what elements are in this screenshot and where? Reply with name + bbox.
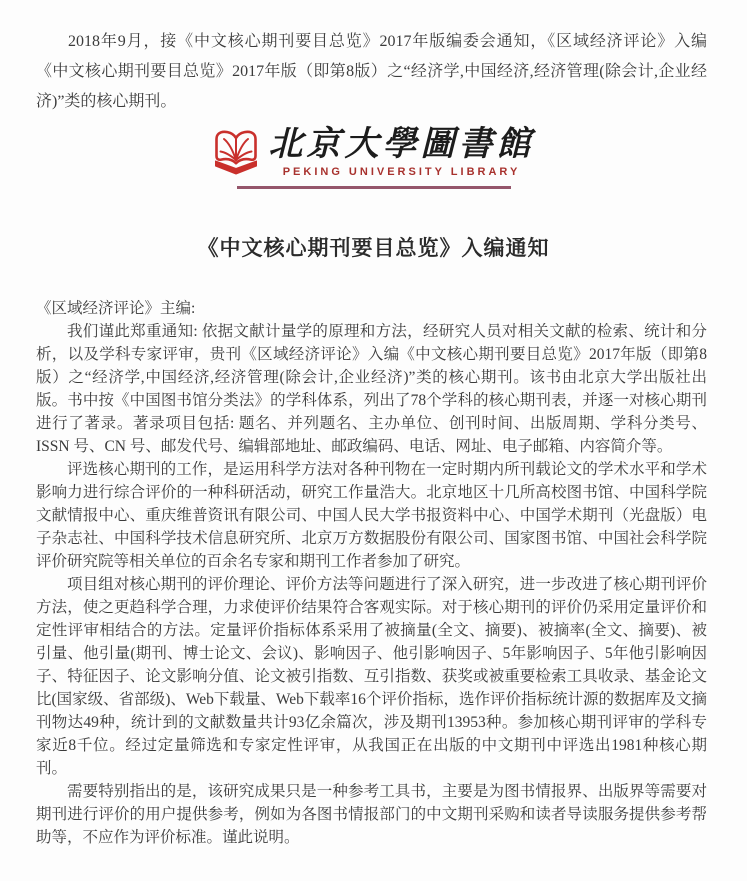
logo-divider-line: [237, 186, 511, 189]
notice-title: 《中文核心期刊要目总览》入编通知: [197, 236, 550, 260]
notice-paragraph-4: 需要特别指出的是，该研究成果只是一种参考工具书，主要是为图书情报界、出版界等需要对期刊进行评价的用户提供参考，例如为各图书情报部门的中文期刊采购和读者导读服务提供参考帮助等，不应作为评价标准。谨此说明。: [36, 783, 707, 846]
library-logo-text: [269, 125, 535, 178]
notice-paragraph-2: 评选核心期刊的工作，是运用科学方法对各种刊物在一定时期内所刊载论文的学术水平和学术影响力进行综合评价的一种科研活动，研究工作量浩大。北京地区十几所高校图书馆、中国科学院文献情报中心、重庆维普资讯有限公司、中国人民大学书报资料中心、中国学术期刊（光盘版）电子杂志社、中国科学技术信息研究所、北京万方数据股份有限公司、国家图书馆、中国社会科学院评价研究院等相关单位的百余名专家和期刊工作者参加了研究。: [36, 461, 707, 570]
library-name-english: PEKING UNIVERSITY LIBRARY: [282, 166, 521, 178]
library-logo: [0, 125, 747, 179]
salutation: 《区域经济评论》主编:: [36, 300, 196, 317]
notice-paragraph-1: 我们谨此郑重通知: 依据文献计量学的原理和方法，经研究人员对相关文献的检索、统计和分析，以及学科专家评审，贵刊《区域经济评论》入编《中文核心期刊要目总览》2017年版（即第8版）之“经济学,中国经济,经济管理(除会计,企业经济)”类的核心期刊。该书由北京大学出版社出版。书中按《中国图书馆分类法》的学科体系，列出了78个学科的核心期刊表，并逐一对核心期刊进行了著录。著录项目包括: 题名、并列题名、主办单位、创刊时间、出版周期、学科分类号、ISSN 号、CN 号、邮发代号、编辑部地址、邮政编码、电话、网址、电子邮箱、内容简介等。: [36, 323, 707, 455]
notice-paragraph-3: 项目组对核心期刊的评价理论、评价方法等问题进行了深入研究，进一步改进了核心期刊评价方法，使之更趋科学合理，力求使评价结果符合客观实际。对于核心期刊的评价仍采用定量评价和定性评审相结合的方法。定量评价指标体系采用了被摘量(全文、摘要)、被摘率(全文、摘要)、被引量、他引量(期刊、博士论文、会议)、影响因子、他引影响因子、5年影响因子、5年他引影响因子、特征因子、论文影响分值、论文被引指数、互引指数、获奖或被重要检索工具收录、基金论文比(国家级、省部级)、Web下载量、Web下载率16个评价指标，选作评价指标统计源的数据库及文摘刊物达49种，统计到的文献数量共计93亿余篇次，涉及期刊13953种。参加核心期刊评审的学科专家近8千位。经过定量筛选和专家定性评审，从我国正在出版的中文期刊中评选出1981种核心期刊。: [36, 576, 707, 777]
open-book-seal-icon: [213, 127, 259, 179]
library-name-chinese: 北京大學圖書館: [268, 126, 535, 163]
intro-paragraph: 2018年9月，接《中文核心期刊要目总览》2017年版编委会通知，《区域经济评论》入编《中文核心期刊要目总览》2017年版（即第8版）之“经济学,中国经济,经济管理(除会计,企业经济)”类的核心期刊。: [36, 33, 707, 110]
notice-body: [36, 297, 707, 849]
